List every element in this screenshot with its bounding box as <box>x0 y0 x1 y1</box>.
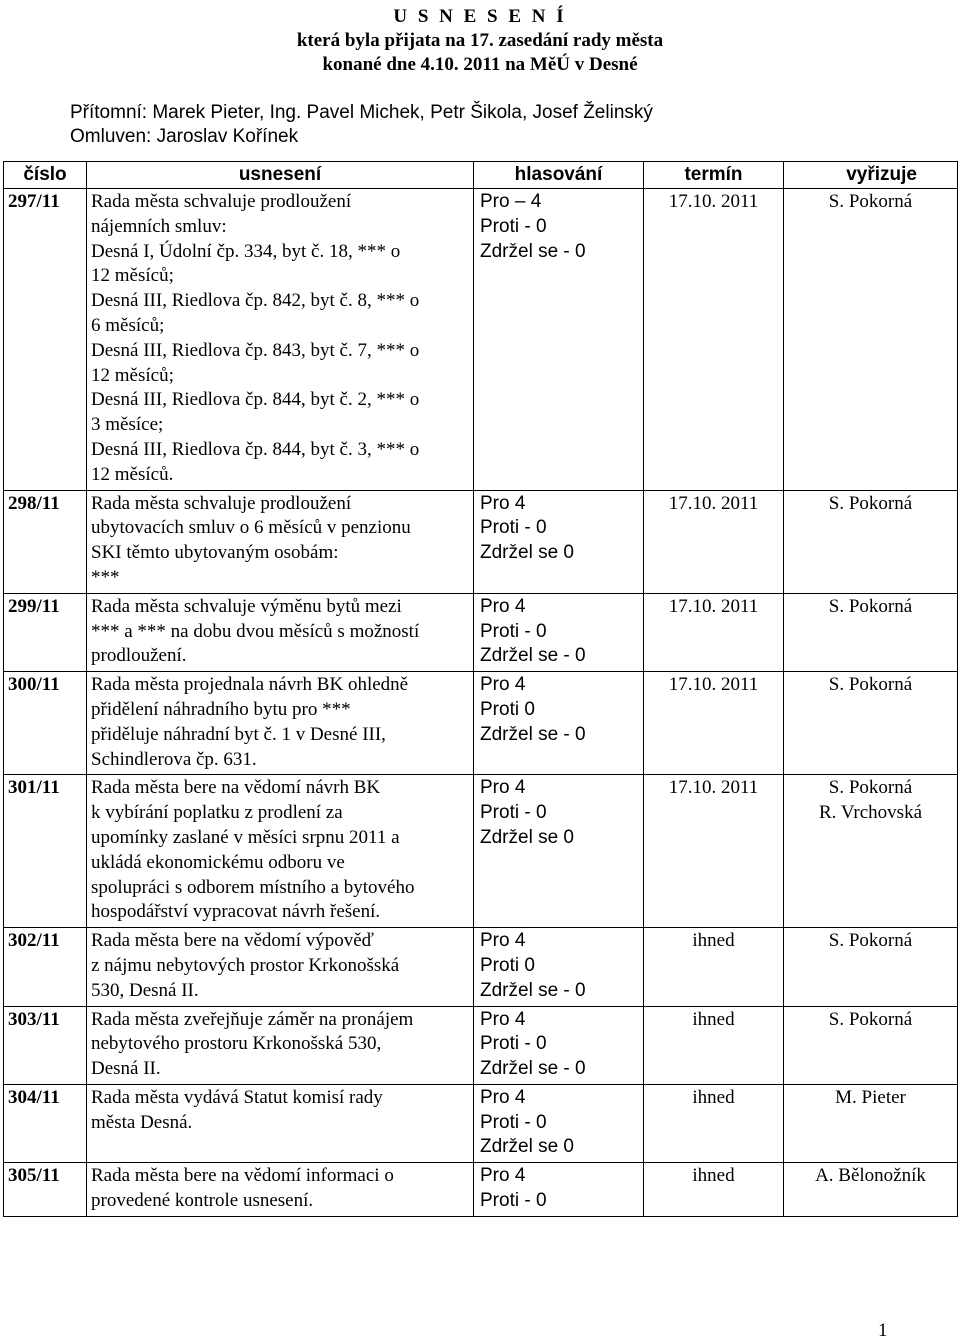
vote-count: Pro – 4 <box>480 191 542 212</box>
responsible-name: S. Pokorná <box>828 930 913 952</box>
resolution-text-line: přidělení náhradního bytu pro *** <box>91 698 351 720</box>
vote-count: Zdržel se 0 <box>480 542 574 564</box>
resolution-text-line: 12 měsíců. <box>91 463 174 485</box>
table-row <box>4 928 958 1006</box>
attendance-present: Přítomní: Marek Pieter, Ing. Pavel Michek, Petr Šikola, Josef Želinský <box>70 102 653 123</box>
resolution-text-line: Rada města vydává Statut komisí rady <box>91 1086 383 1108</box>
table-row <box>4 1006 958 1084</box>
vote-count: Zdržel se - 0 <box>480 979 586 1001</box>
responsible-person <box>784 1163 958 1217</box>
table-row <box>4 490 958 593</box>
resolution-text-line: nebytového prostoru Krkonošská 530, <box>91 1033 382 1055</box>
vote-count: Proti - 0 <box>480 1033 547 1055</box>
document-title: U S N E S E N Í <box>393 6 567 27</box>
responsible-person <box>784 593 958 671</box>
voting-result <box>474 593 644 671</box>
vote-count: Pro 4 <box>480 674 526 696</box>
vote-count: Zdržel se - 0 <box>480 645 586 667</box>
resolution-text-line: upomínky zaslané v měsíci srpnu 2011 a <box>91 826 400 848</box>
voting-result <box>474 928 644 1006</box>
responsible-person <box>784 672 958 775</box>
attendance-excused: Omluven: Jaroslav Kořínek <box>70 126 299 147</box>
table-row <box>4 672 958 775</box>
resolution-text-line: 12 měsíců; <box>91 364 174 386</box>
term-date: ihned <box>644 1006 784 1084</box>
responsible-name: S. Pokorná <box>828 1008 913 1030</box>
term-date: 17.10. 2011 <box>644 490 784 593</box>
resolution-text-line: Rada města bere na vědomí výpověď <box>91 930 374 952</box>
vote-count: Proti - 0 <box>480 802 547 824</box>
resolution-text-line: SKI těmto ubytovaným osobám: <box>91 542 339 564</box>
vote-count: Pro 4 <box>480 595 526 617</box>
term-date: 17.10. 2011 <box>644 672 784 775</box>
table-body <box>4 189 958 1217</box>
table-row <box>4 775 958 928</box>
term-date: 17.10. 2011 <box>644 593 784 671</box>
resolution-text-line: Desná II. <box>91 1058 161 1080</box>
resolution-text <box>87 593 474 671</box>
header-resolution: usnesení <box>87 162 474 189</box>
term-date: ihned <box>644 1084 784 1162</box>
resolution-text-line: ubytovacích smluv o 6 měsíců v penzionu <box>91 517 411 539</box>
vote-count: Proti - 0 <box>480 1190 547 1212</box>
resolution-text-line: Rada města schvaluje prodloužení <box>91 191 352 212</box>
vote-count: Pro 4 <box>480 492 526 514</box>
resolution-text-line: Desná III, Riedlova čp. 844, byt č. 3, *** o <box>91 438 420 460</box>
responsible-person <box>784 1084 958 1162</box>
resolution-number: 305/11 <box>4 1163 87 1217</box>
vote-count: Pro 4 <box>480 1165 526 1187</box>
header-responsible: vyřizuje <box>784 162 958 189</box>
vote-count: Zdržel se - 0 <box>480 723 586 745</box>
vote-count: Pro 4 <box>480 777 526 799</box>
vote-count: Proti 0 <box>480 954 535 976</box>
resolution-text-line: Rada města schvaluje výměnu bytů mezi <box>91 595 402 617</box>
vote-count: Proti - 0 <box>480 215 547 237</box>
voting-result <box>474 490 644 593</box>
responsible-name: A. Bělonožník <box>815 1165 926 1187</box>
page-number: 1 <box>878 1320 888 1341</box>
vote-count: Pro 4 <box>480 930 526 952</box>
resolution-text-line: Desná III, Riedlova čp. 842, byt č. 8, *** o <box>91 290 420 312</box>
resolution-text-line: Rada města zveřejňuje záměr na pronájem <box>91 1008 414 1030</box>
resolution-text-line: Desná I, Údolní čp. 334, byt č. 18, *** o <box>91 240 401 262</box>
responsible-name: S. Pokorná <box>828 595 913 617</box>
resolution-text-line: 3 měsíce; <box>91 414 164 436</box>
responsible-person <box>784 775 958 928</box>
resolutions-table <box>3 161 958 1217</box>
resolution-text-line: nájemních smluv: <box>91 215 227 237</box>
resolution-text-line: 6 měsíců; <box>91 314 165 336</box>
responsible-person <box>784 189 958 491</box>
resolution-text-line: ukládá ekonomickému odboru ve <box>91 851 345 873</box>
vote-count: Zdržel se 0 <box>480 1136 574 1158</box>
resolution-text-line: k vybírání poplatku z prodlení za <box>91 802 343 824</box>
voting-result <box>474 189 644 491</box>
resolution-text-line: Schindlerova čp. 631. <box>91 748 257 770</box>
table-row <box>4 1084 958 1162</box>
resolution-number: 301/11 <box>4 775 87 928</box>
resolution-text-line: hospodářství vypracovat návrh řešení. <box>91 901 381 923</box>
term-date: ihned <box>644 928 784 1006</box>
responsible-name: M. Pieter <box>835 1086 906 1108</box>
resolution-number: 297/11 <box>4 189 87 491</box>
responsible-name: R. Vrchovská <box>819 802 922 824</box>
term-date: 17.10. 2011 <box>644 189 784 491</box>
voting-result <box>474 1006 644 1084</box>
resolution-text-line: prodloužení. <box>91 645 187 667</box>
resolution-text <box>87 1163 474 1217</box>
voting-result <box>474 1163 644 1217</box>
term-date: ihned <box>644 1163 784 1217</box>
resolution-text-line: Rada města bere na vědomí návrh BK <box>91 777 381 799</box>
resolution-text-line: Desná III, Riedlova čp. 843, byt č. 7, *** o <box>91 339 420 361</box>
resolution-text-line: *** <box>91 566 120 588</box>
term-date: 17.10. 2011 <box>644 775 784 928</box>
resolution-text <box>87 490 474 593</box>
resolution-text-line: Rada města bere na vědomí informaci o <box>91 1165 394 1187</box>
document-subtitle-meeting: která byla přijata na 17. zasedání rady města <box>296 30 664 51</box>
responsible-person <box>784 1006 958 1084</box>
resolution-text <box>87 672 474 775</box>
resolution-text <box>87 189 474 491</box>
responsible-person <box>784 928 958 1006</box>
resolution-text <box>87 928 474 1006</box>
vote-count: Pro 4 <box>480 1086 526 1108</box>
resolution-number: 299/11 <box>4 593 87 671</box>
vote-count: Zdržel se 0 <box>480 826 574 848</box>
resolution-number: 303/11 <box>4 1006 87 1084</box>
resolution-text-line: Rada města projednala návrh BK ohledně <box>91 674 409 696</box>
vote-count: Proti 0 <box>480 698 535 720</box>
resolution-text-line: *** a *** na dobu dvou měsíců s možností <box>91 620 420 642</box>
responsible-person <box>784 490 958 593</box>
resolution-text <box>87 1084 474 1162</box>
resolution-text-line: města Desná. <box>91 1111 193 1133</box>
responsible-name: S. Pokorná <box>828 191 913 212</box>
responsible-name: S. Pokorná <box>828 492 913 514</box>
table-row <box>4 593 958 671</box>
vote-count: Zdržel se - 0 <box>480 1058 586 1080</box>
responsible-name: S. Pokorná <box>828 674 913 696</box>
resolution-text-line: 530, Desná II. <box>91 979 199 1001</box>
resolution-text-line: z nájmu nebytových prostor Krkonošská <box>91 954 400 976</box>
header-voting: hlasování <box>474 162 644 189</box>
vote-count: Zdržel se - 0 <box>480 240 586 262</box>
resolution-text <box>87 775 474 928</box>
voting-result <box>474 775 644 928</box>
resolution-text-line: provedené kontrole usnesení. <box>91 1190 314 1212</box>
voting-result <box>474 1084 644 1162</box>
vote-count: Proti - 0 <box>480 620 547 642</box>
resolution-text <box>87 1006 474 1084</box>
responsible-name: S. Pokorná <box>828 777 913 799</box>
resolution-text-line: přiděluje náhradní byt č. 1 v Desné III, <box>91 723 386 745</box>
resolution-text-line: 12 měsíců; <box>91 265 174 287</box>
table-row <box>4 1163 958 1217</box>
resolution-number: 300/11 <box>4 672 87 775</box>
vote-count: Proti - 0 <box>480 1111 547 1133</box>
resolution-number: 304/11 <box>4 1084 87 1162</box>
voting-result <box>474 672 644 775</box>
vote-count: Proti - 0 <box>480 517 547 539</box>
document-subtitle-date: konané dne 4.10. 2011 na MěÚ v Desné <box>322 54 638 75</box>
header-term: termín <box>644 162 784 189</box>
resolution-text-line: Desná III, Riedlova čp. 844, byt č. 2, *** o <box>91 389 420 411</box>
resolution-number: 302/11 <box>4 928 87 1006</box>
table-row <box>4 189 958 491</box>
resolution-number: 298/11 <box>4 490 87 593</box>
header-number: číslo <box>4 162 87 189</box>
vote-count: Pro 4 <box>480 1008 526 1030</box>
resolution-text-line: spolupráci s odborem místního a bytového <box>91 876 415 898</box>
resolution-text-line: Rada města schvaluje prodloužení <box>91 492 352 514</box>
table-header-row <box>4 162 958 189</box>
